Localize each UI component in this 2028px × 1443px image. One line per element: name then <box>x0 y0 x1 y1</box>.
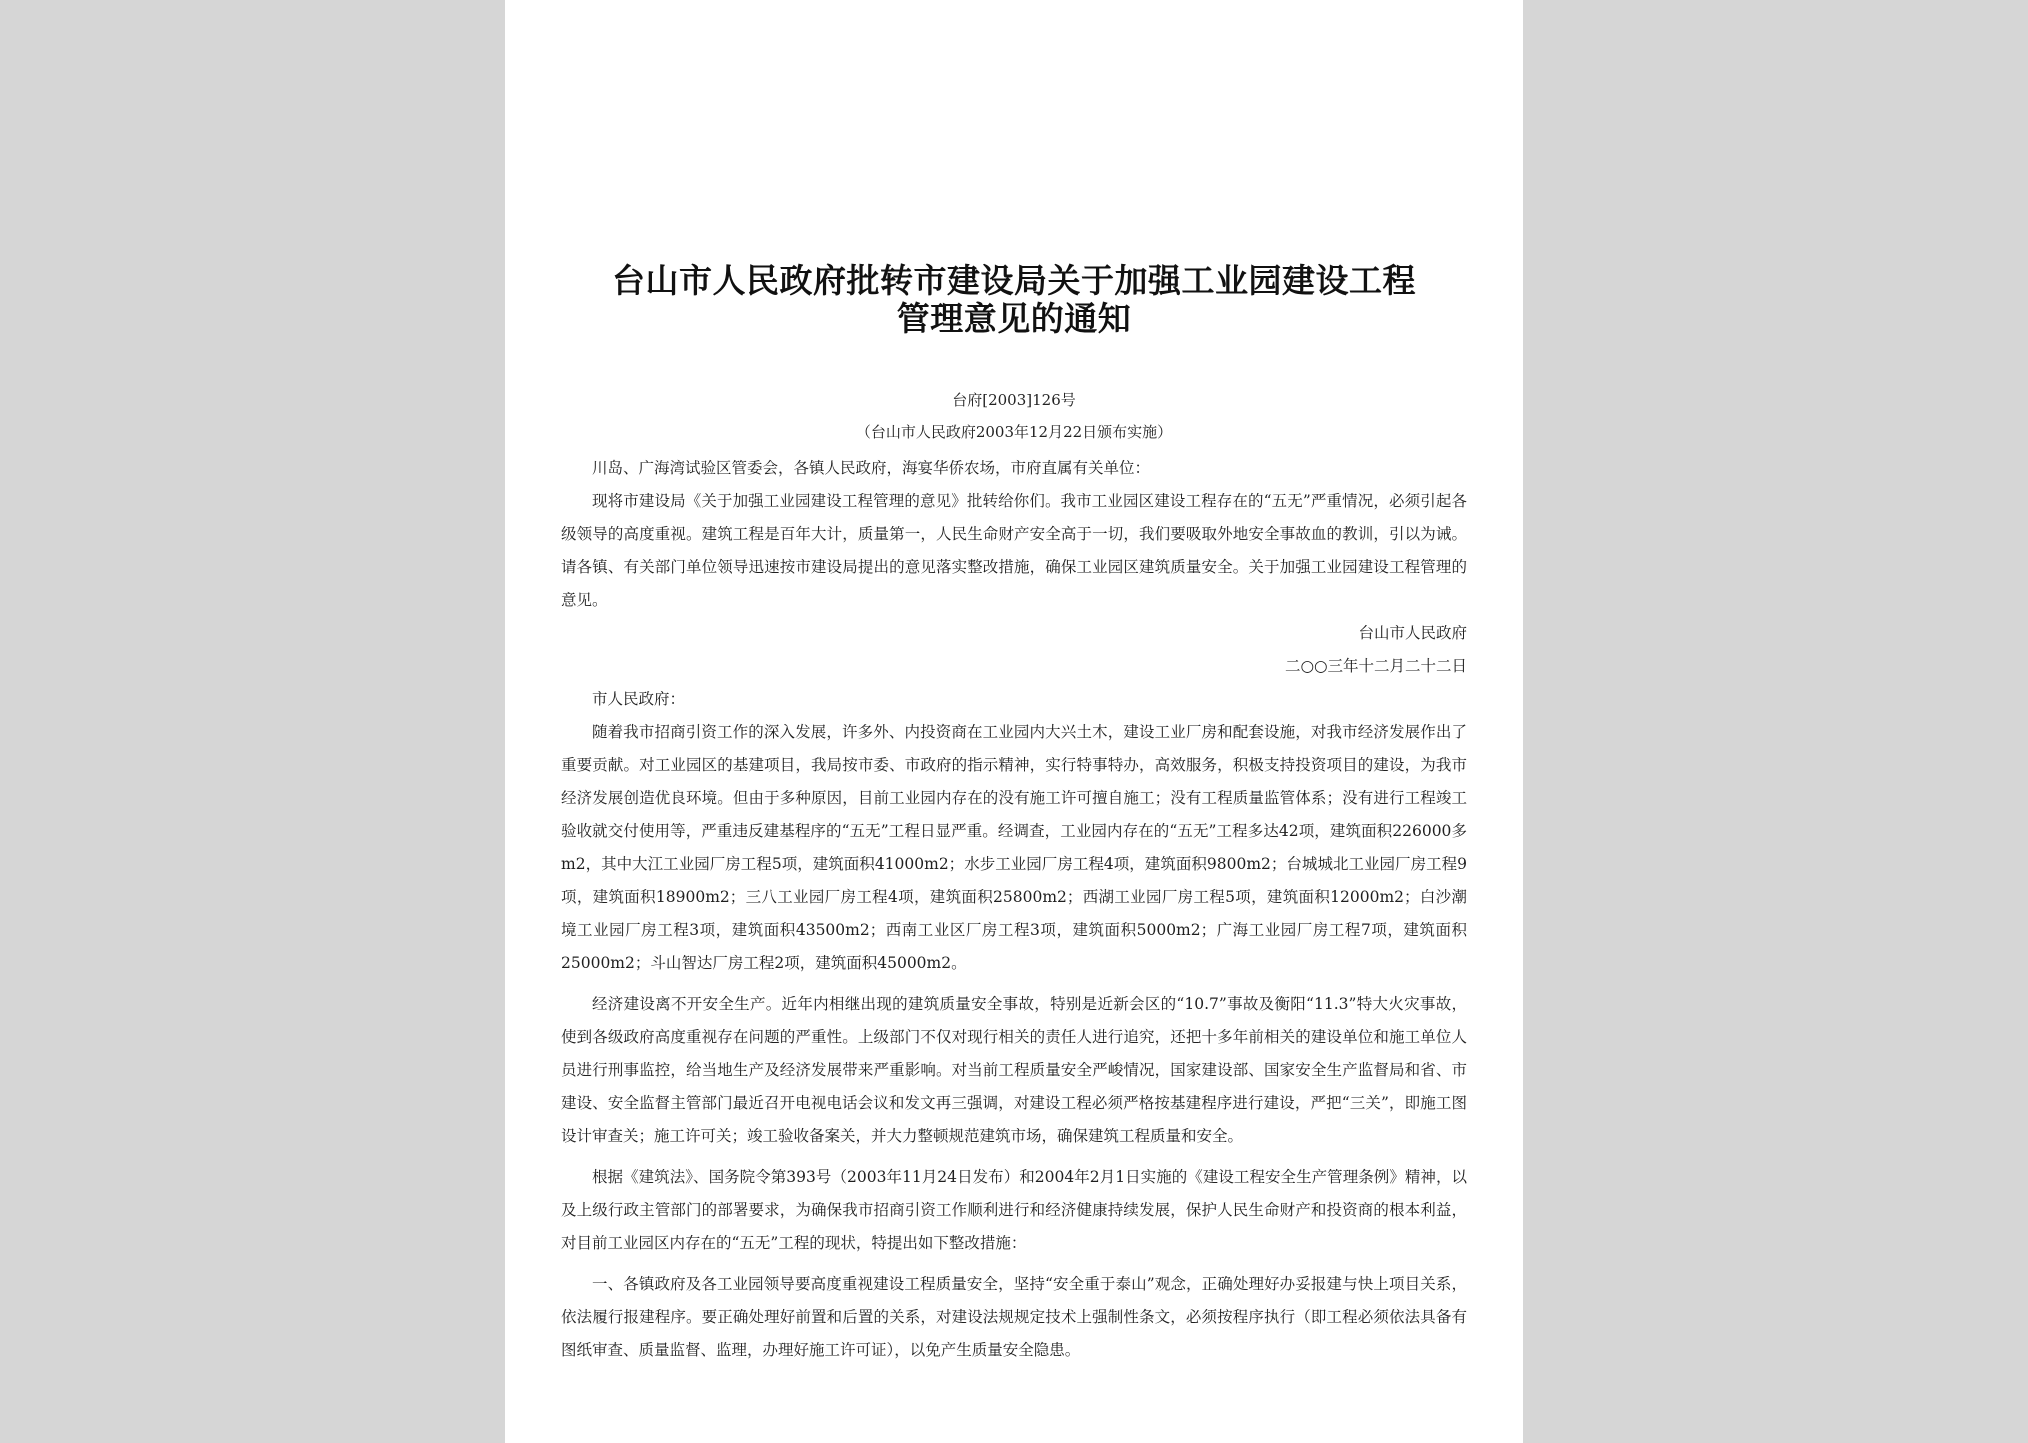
signature-date: 二○○三年十二月二十二日 <box>1284 657 1467 675</box>
intro-paragraph: 现将市建设局《关于加强工业园建设工程管理的意见》批转给你们。我市工业园区建设工程存在的“五无”严重情况，必须引起各级领导的高度重视。建筑工程是百年大计，质量第一，人民生命财产安全高于一切，我们要吸取外地安全事故血的教训，引以为诫。请各镇、有关部门单位领导迅速按市建设局提出的意见落实整改措施，确保工业园区建筑质量安全。关于加强工业园建设工程管理的意见。 <box>561 492 1467 609</box>
body-paragraph: 一、各镇政府及各工业园领导要高度重视建设工程质量安全，坚持“安全重于泰山”观念，正确处理好办妥报建与快上项目关系，依法履行报建程序。要正确处理好前置和后置的关系，对建设法规规定技术上强制性条文，必须按程序执行（即工程必须依法具备有图纸审查、质量监督、监理，办理好施工许可证），以免产生质量安全隐患。 <box>561 1275 1467 1359</box>
signature-line: 台山市人民政府 <box>1358 624 1467 642</box>
addressee-line: 川岛、广海湾试验区管委会，各镇人民政府，海宴华侨农场，市府直属有关单位： <box>592 459 1151 477</box>
document-title: 台山市人民政府批转市建设局关于加强工业园建设工程管理意见的通知 <box>612 261 1416 338</box>
body-paragraph: 经济建设离不开安全生产。近年内相继出现的建筑质量安全事故，特别是近新会区的“10.7”事故及衡阳“11.3”特大火灾事故，使到各级政府高度重视存在问题的严重性。上级部门不仅对现行相关的责任人进行追究，还把十多年前相关的建设单位和施工单位人员进行刑事监控，给当地生产及经济发展带来严重影响。对当前工程质量安全严峻情况，国家建设部、国家安全生产监督局和省、市建设、安全监督主管部门最近召开电视电话会议和发文再三强调，对建设工程必须严格按基建程序进行建设，严把“三关”，即施工图设计审查关；施工许可关；竣工验收备案关，并大力整顿规范建筑市场，确保建筑工程质量和安全。 <box>561 995 1467 1145</box>
body-paragraph: 根据《建筑法》、国务院令第393号（2003年11月24日发布）和2004年2月1日实施的《建设工程安全生产管理条例》精神，以及上级行政主管部门的部署要求，为确保我市招商引资工作顺利进行和经济健康持续发展，保护人民生命财产和投资商的根本利益，对目前工业园区内存在的“五无”工程的现状，特提出如下整改措施： <box>561 1168 1467 1252</box>
document-number: 台府[2003]126号 <box>952 391 1076 409</box>
document-body <box>561 452 1467 1367</box>
recipient-line: 市人民政府： <box>592 690 686 708</box>
body-paragraph: 随着我市招商引资工作的深入发展，许多外、内投资商在工业园内大兴土木，建设工业厂房和配套设施，对我市经济发展作出了重要贡献。对工业园区的基建项目，我局按市委、市政府的指示精神，实行特事特办，高效服务，积极支持投资项目的建设，为我市经济发展创造优良环境。但由于多种原因，目前工业园内存在的没有施工许可擅自施工；没有工程质量监管体系；没有进行工程竣工验收就交付使用等，严重违反建基程序的“五无”工程日显严重。经调查，工业园内存在的“五无”工程多达42项，建筑面积226000多m2，其中大江工业园厂房工程5项，建筑面积41000m2；水步工业园厂房工程4项，建筑面积9800m2；台城城北工业园厂房工程9项，建筑面积18900m2；三八工业园厂房工程4项，建筑面积25800m2；西湖工业园厂房工程5项，建筑面积12000m2；白沙潮境工业园厂房工程3项，建筑面积43500m2；西南工业区厂房工程3项，建筑面积5000m2；广海工业园厂房工程7项，建筑面积25000m2；斗山智达厂房工程2项，建筑面积45000m2。 <box>561 723 1467 972</box>
issued-note: （台山市人民政府2003年12月22日颁布实施） <box>855 423 1173 441</box>
document-page <box>505 0 1523 1443</box>
